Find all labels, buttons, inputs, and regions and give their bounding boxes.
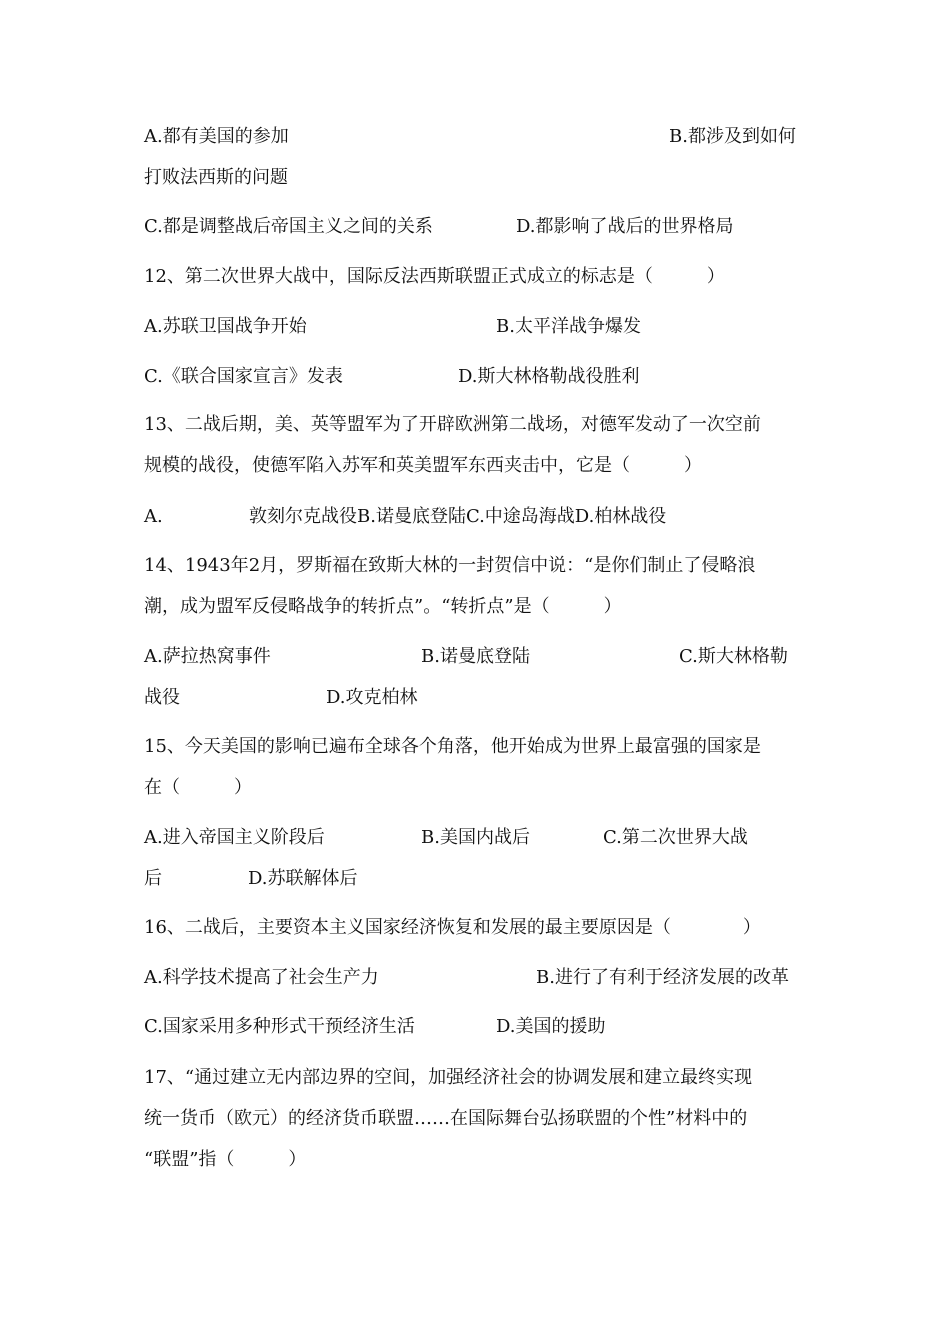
q12-stem: 12、第二次世界大战中，国际反法西斯联盟正式成立的标志是（ ）	[144, 266, 725, 287]
q13-options: 敦刻尔克战役B.诺曼底登陆C.中途岛海战D.柏林战役	[249, 506, 667, 527]
q16-option-c: C.国家采用多种形式干预经济生活	[144, 1016, 415, 1037]
q17-stem-line2: 统一货币（欧元）的经济货币联盟……在国际舞台弘扬联盟的个性”材料中的	[144, 1108, 748, 1129]
q13-stem-line2: 规模的战役，使德军陷入苏军和英美盟军东西夹击中，它是（ ）	[144, 455, 702, 476]
q15-stem-line2: 在（ ）	[144, 777, 252, 798]
q11-option-d: D.都影响了战后的世界格局	[516, 216, 734, 237]
q14-option-a: A.萨拉热窝事件	[144, 646, 271, 667]
q11-option-c: C.都是调整战后帝国主义之间的关系	[144, 216, 433, 237]
q12-option-d: D.斯大林格勒战役胜利	[458, 366, 640, 387]
q14-option-c: C.斯大林格勒	[679, 646, 788, 667]
q11-option-b-continued: 打败法西斯的问题	[144, 167, 288, 188]
q17-stem-line1: 17、“通过建立无内部边界的空间，加强经济社会的协调发展和建立最终实现	[144, 1067, 753, 1088]
q15-option-a: A.进入帝国主义阶段后	[144, 827, 325, 848]
q11-option-b: B.都涉及到如何	[669, 126, 796, 147]
q14-stem-line1: 14、1943年2月，罗斯福在致斯大林的一封贺信中说：“是你们制止了侵略浪	[144, 555, 756, 576]
q15-option-c-continued: 后	[144, 868, 162, 889]
q16-option-b: B.进行了有利于经济发展的改革	[536, 967, 789, 988]
q13-option-a-label: A.	[144, 506, 163, 527]
q17-stem-line3: “联盟”指（ ）	[144, 1149, 307, 1170]
q16-option-a: A.科学技术提高了社会生产力	[144, 967, 379, 988]
q12-option-b: B.太平洋战争爆发	[496, 316, 641, 337]
q14-option-c-continued: 战役	[144, 687, 180, 708]
q16-option-d: D.美国的援助	[496, 1016, 606, 1037]
q11-option-a: A.都有美国的参加	[144, 126, 289, 147]
q16-stem: 16、二战后，主要资本主义国家经济恢复和发展的最主要原因是（ ）	[144, 917, 761, 938]
q15-option-d: D.苏联解体后	[248, 868, 358, 889]
q13-stem-line1: 13、二战后期，美、英等盟军为了开辟欧洲第二战场，对德军发动了一次空前	[144, 414, 761, 435]
q14-stem-line2: 潮，成为盟军反侵略战争的转折点”。“转折点”是（ ）	[144, 596, 622, 617]
q14-option-d: D.攻克柏林	[326, 687, 418, 708]
q14-option-b: B.诺曼底登陆	[421, 646, 530, 667]
q15-stem-line1: 15、今天美国的影响已遍布全球各个角落，他开始成为世界上最富强的国家是	[144, 736, 761, 757]
q15-option-b: B.美国内战后	[421, 827, 530, 848]
q12-option-a: A.苏联卫国战争开始	[144, 316, 307, 337]
q15-option-c: C.第二次世界大战	[603, 827, 748, 848]
q12-option-c: C.《联合国家宣言》发表	[144, 366, 343, 387]
